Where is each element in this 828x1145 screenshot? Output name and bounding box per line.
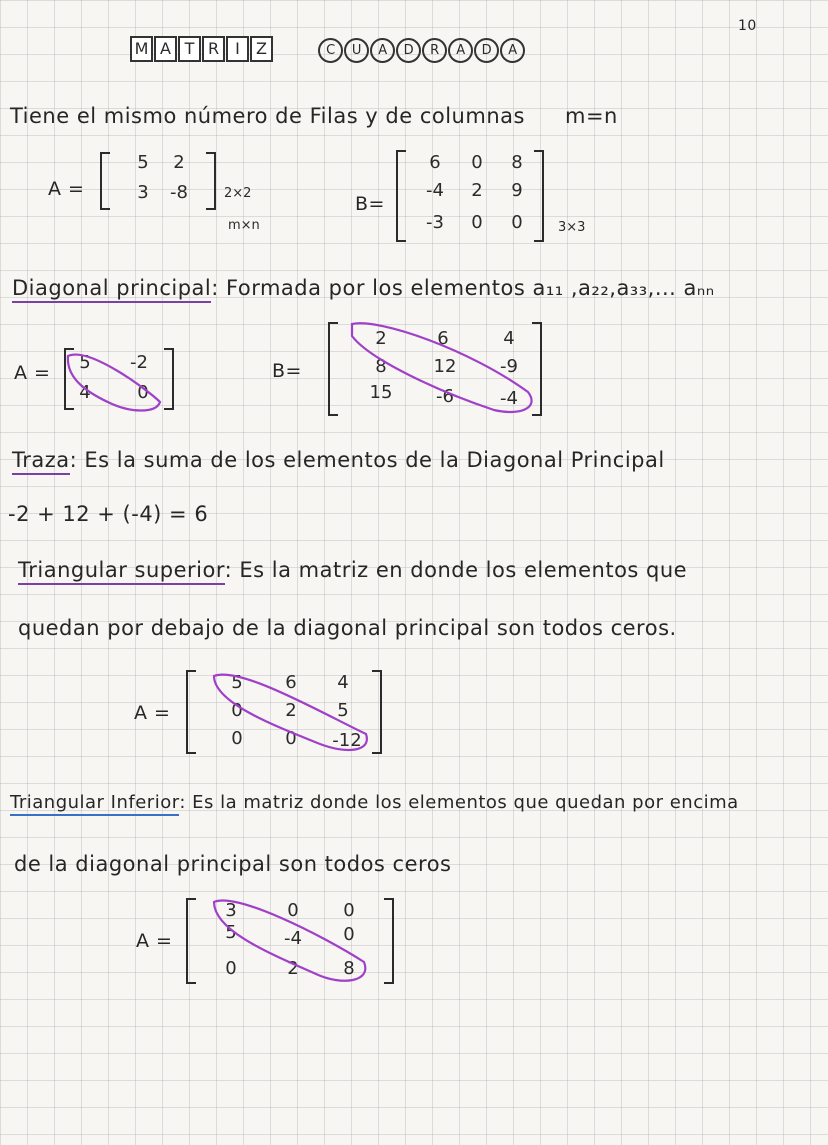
example-b-cell: 6 xyxy=(429,152,441,173)
diagonal-a-label: A = xyxy=(14,362,51,384)
superior-a-cell: 5 xyxy=(231,672,243,693)
diagonal-b-cell: 12 xyxy=(433,356,457,377)
example-b-cell: 8 xyxy=(511,152,523,173)
diagonal-b-bracket-left xyxy=(328,322,338,416)
title-letter: A xyxy=(370,38,395,63)
title-letter: R xyxy=(422,38,447,63)
title-word-cuadrada xyxy=(318,39,526,58)
superior-a-cell: 6 xyxy=(285,672,297,693)
inferior-text-line1: : Es la matriz donde los elementos que quedan por encima xyxy=(179,792,739,813)
superior-a-cell: 5 xyxy=(337,700,349,721)
superior-text-line1: : Es la matriz en donde los elementos que xyxy=(224,558,688,582)
superior-a-bracket-right xyxy=(372,670,382,754)
example-b-cell: 2 xyxy=(471,180,483,201)
diagonal-b-cell: -4 xyxy=(500,388,518,409)
title-letter: Z xyxy=(250,36,273,62)
diagonal-text: : Formada por los elementos a₁₁ ,a₂₂,a₃₃,... aₙₙ xyxy=(211,276,715,300)
inferior-a-cell: 0 xyxy=(343,900,355,921)
example-b-cell: -4 xyxy=(426,180,444,201)
title-letter: T xyxy=(178,36,201,62)
diagonal-b-cell: -9 xyxy=(500,356,518,377)
superior-text-line2: quedan por debajo de la diagonal principal son todos ceros. xyxy=(18,616,677,640)
diagonal-a-cell: 4 xyxy=(79,382,91,403)
title-letter: D xyxy=(396,38,421,63)
page-title xyxy=(130,36,526,63)
inferior-a-cell: 3 xyxy=(225,900,237,921)
superior-a-cell: -12 xyxy=(332,730,362,751)
example-a-cell: 5 xyxy=(137,152,149,173)
inferior-a-cell: 0 xyxy=(287,900,299,921)
title-word-matriz xyxy=(130,39,274,58)
title-letter: D xyxy=(474,38,499,63)
inferior-a-cell: 0 xyxy=(343,924,355,945)
inferior-a-bracket-left xyxy=(186,898,196,984)
diagonal-b-cell: 15 xyxy=(369,382,393,403)
traza-text: : Es la suma de los elementos de la Diagonal Principal xyxy=(69,448,665,472)
diagonal-a-cell: -2 xyxy=(130,352,148,373)
superior-a-cell: 0 xyxy=(231,728,243,749)
title-letter: C xyxy=(318,38,343,63)
example-b-bracket-right xyxy=(534,150,544,242)
inferior-text-line2: de la diagonal principal son todos ceros xyxy=(14,852,452,876)
example-a-dimension-note: m×n xyxy=(228,218,260,233)
example-b-cell: 0 xyxy=(471,152,483,173)
superior-a-cell: 0 xyxy=(231,700,243,721)
inferior-a-bracket-right xyxy=(384,898,394,984)
example-a-cell: -8 xyxy=(170,182,188,203)
example-b-label: B= xyxy=(355,193,385,215)
example-b-bracket-left xyxy=(396,150,406,242)
title-letter: I xyxy=(226,36,249,62)
diagonal-b-label: B= xyxy=(272,360,302,382)
diagonal-b-cell: 8 xyxy=(375,356,387,377)
example-b-cell: -3 xyxy=(426,212,444,233)
title-letter: A xyxy=(154,36,177,62)
inferior-a-cell: 0 xyxy=(225,958,237,979)
example-a-dimension: 2×2 xyxy=(224,186,252,201)
diagonal-a-cell: 0 xyxy=(137,382,149,403)
title-letter: U xyxy=(344,38,369,63)
inferior-a-cell: 5 xyxy=(225,922,237,943)
diagonal-b-cell: 2 xyxy=(375,328,387,349)
diagonal-heading: Diagonal principal xyxy=(12,276,211,303)
example-b-dimension: 3×3 xyxy=(558,220,586,235)
inferior-a-cell: 8 xyxy=(343,958,355,979)
title-letter: R xyxy=(202,36,225,62)
example-a-cell: 2 xyxy=(173,152,185,173)
superior-a-cell: 4 xyxy=(337,672,349,693)
definition-equation: m=n xyxy=(565,104,618,128)
diagonal-section xyxy=(12,276,715,300)
diagonal-b-cell: 4 xyxy=(503,328,515,349)
superior-a-cell: 0 xyxy=(285,728,297,749)
definition-text: Tiene el mismo número de Filas y de columnas xyxy=(10,104,525,128)
diagonal-b-bracket-right xyxy=(532,322,542,416)
superior-a-cell: 2 xyxy=(285,700,297,721)
example-b-cell: 9 xyxy=(511,180,523,201)
example-b-cell: 0 xyxy=(471,212,483,233)
superior-section xyxy=(18,558,687,582)
diagonal-a-bracket-right xyxy=(164,348,174,410)
inferior-a-label: A = xyxy=(136,930,173,952)
diagonal-a-cell: 5 xyxy=(79,352,91,373)
inferior-heading: Triangular Inferior xyxy=(10,792,179,816)
inferior-a-cell: -4 xyxy=(284,928,302,949)
inferior-a-cell: 2 xyxy=(287,958,299,979)
diagonal-b-cell: 6 xyxy=(437,328,449,349)
title-letter: M xyxy=(130,36,153,62)
page-number: 10 xyxy=(738,18,757,34)
superior-a-label: A = xyxy=(134,702,171,724)
traza-calculation: -2 + 12 + (-4) = 6 xyxy=(8,502,209,526)
example-a-cell: 3 xyxy=(137,182,149,203)
example-a-bracket-right xyxy=(206,152,216,210)
title-letter: A xyxy=(448,38,473,63)
inferior-section xyxy=(10,792,739,813)
example-a-bracket-left xyxy=(100,152,110,210)
traza-heading: Traza xyxy=(12,448,70,475)
diagonal-b-cell: -6 xyxy=(436,386,454,407)
superior-a-bracket-left xyxy=(186,670,196,754)
superior-heading: Triangular superior xyxy=(18,558,225,585)
title-letter: A xyxy=(500,38,525,63)
example-b-cell: 0 xyxy=(511,212,523,233)
traza-section xyxy=(12,448,665,472)
example-a-label: A = xyxy=(48,178,85,200)
